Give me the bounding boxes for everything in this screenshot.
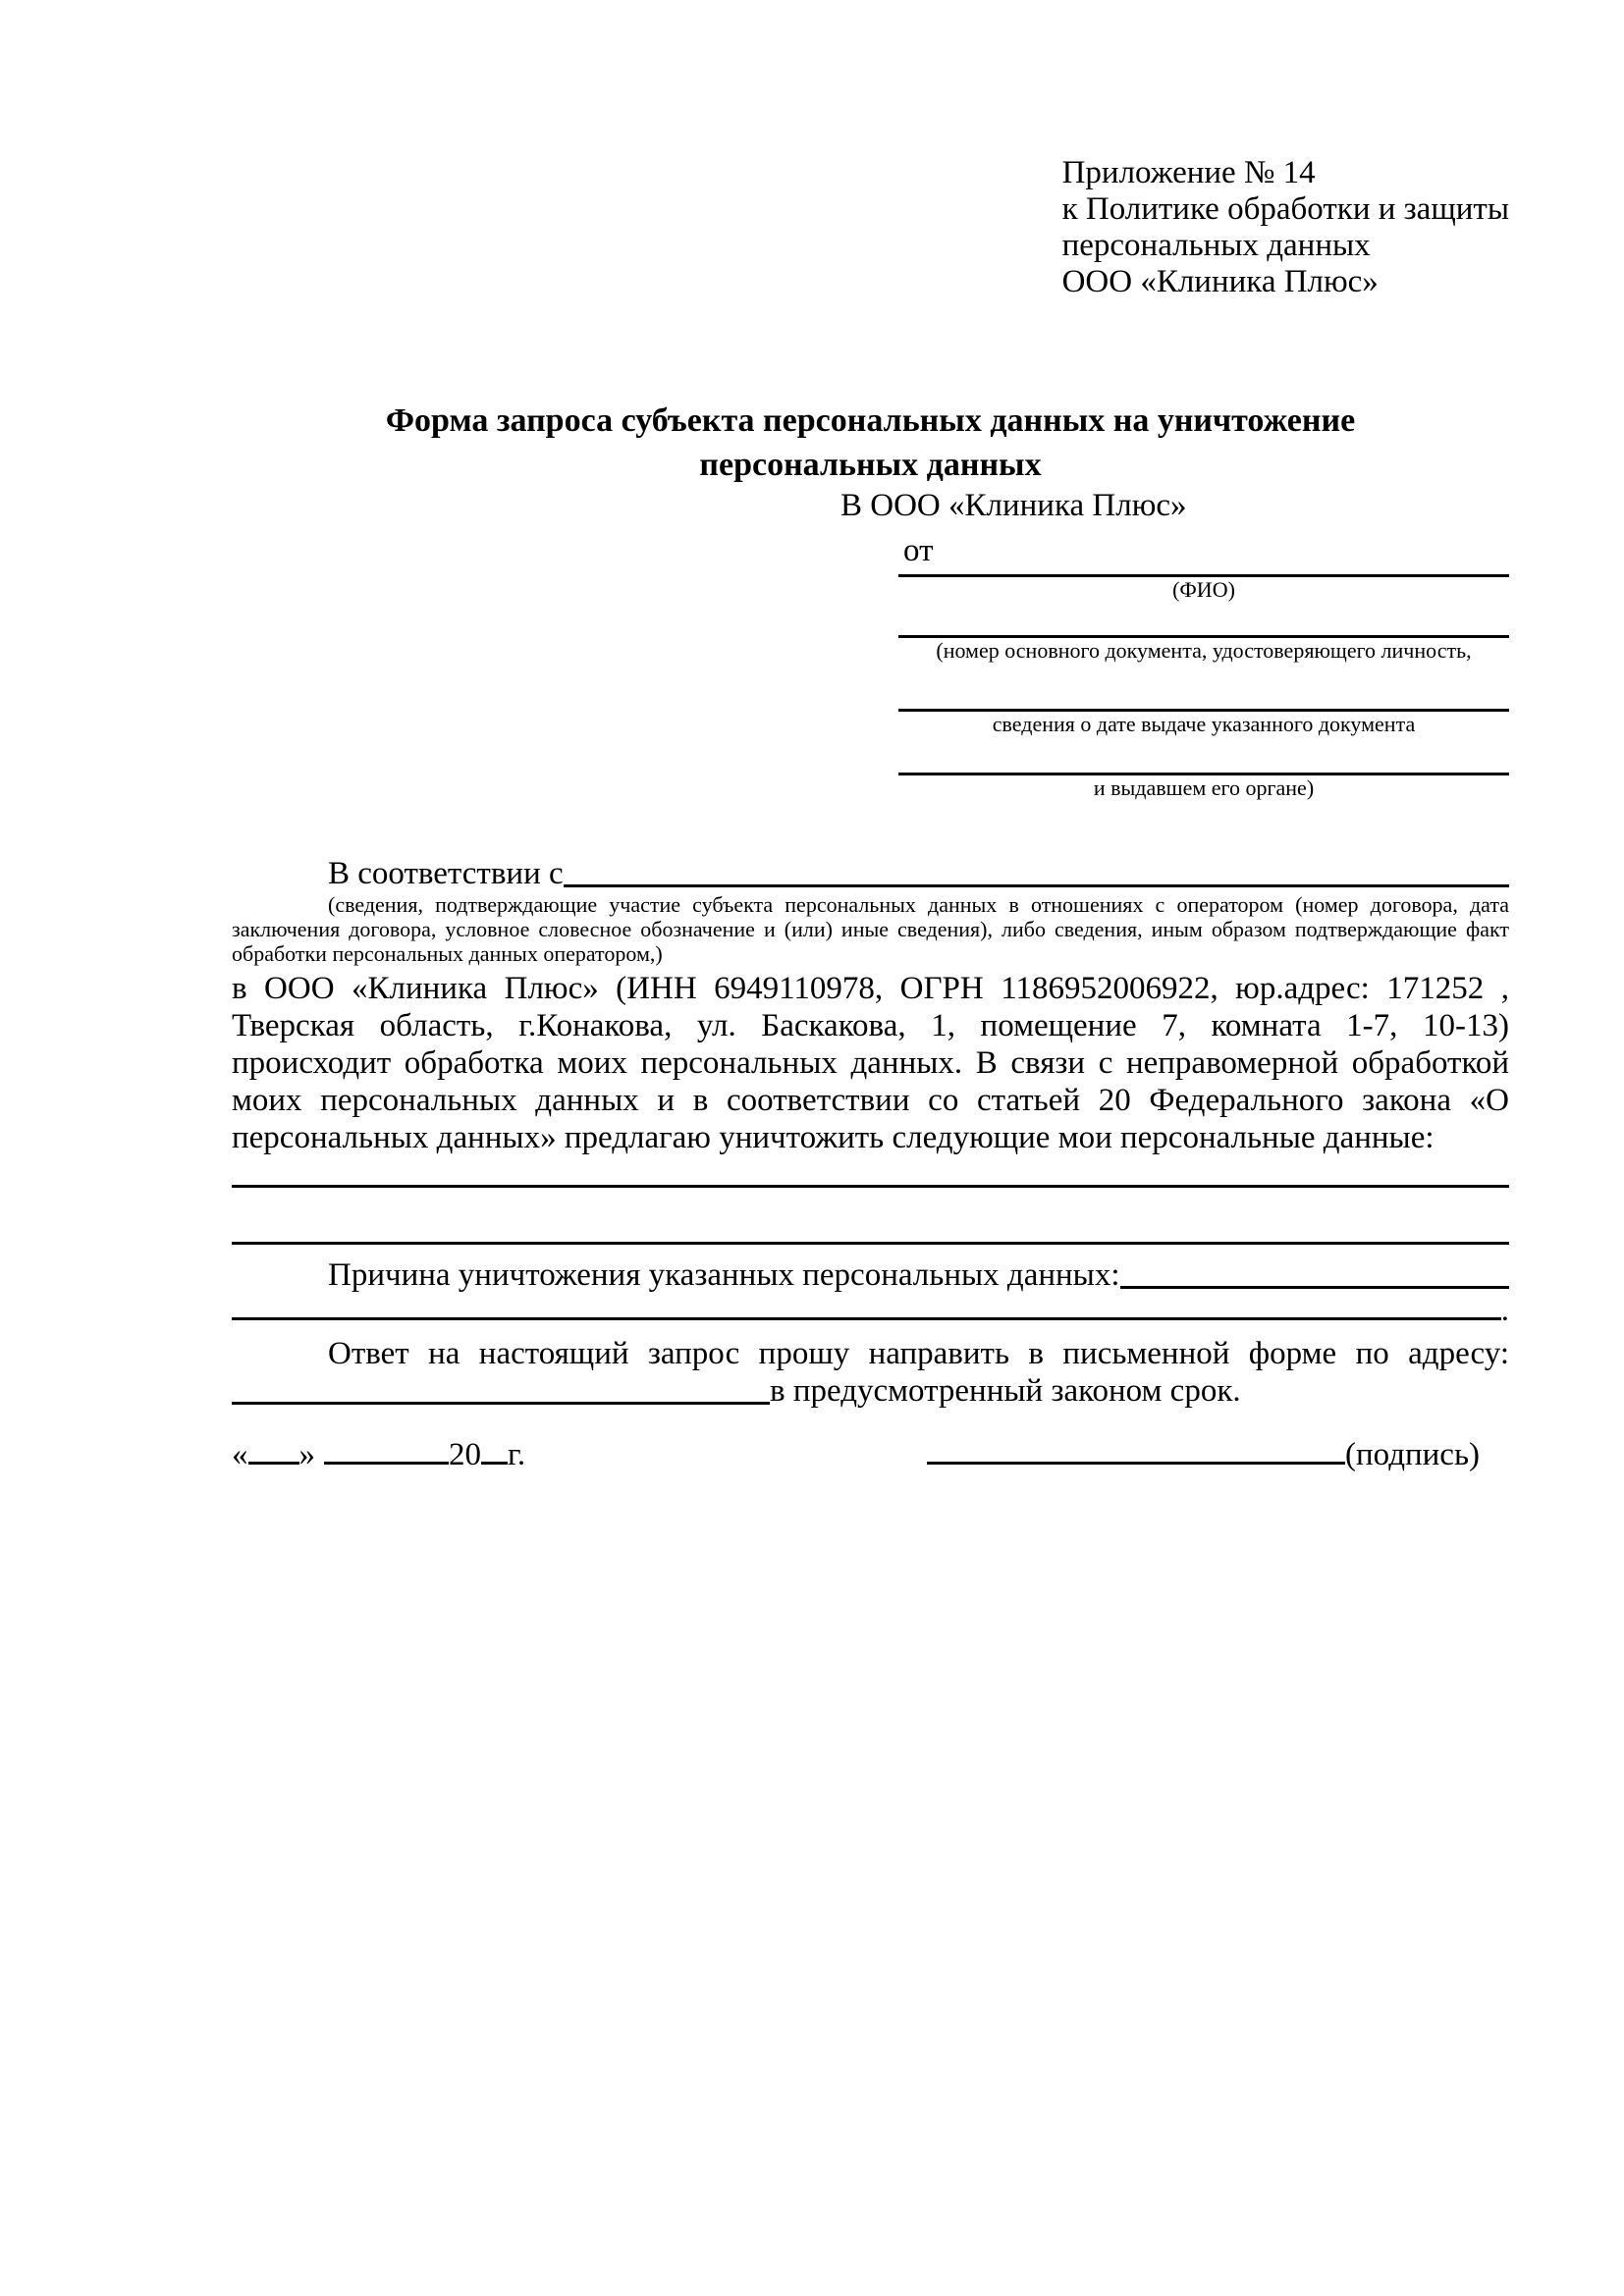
close-quote: » (298, 1437, 315, 1472)
period-mark: . (1500, 1293, 1509, 1328)
field-caption-issue-date: сведения о дате выдаче указанного документа (992, 712, 1416, 736)
from-label: от (903, 533, 934, 568)
reason-blank-line-2-rule (232, 1317, 1501, 1320)
appendix-block (1062, 155, 1509, 300)
address-blank-line (232, 1402, 770, 1405)
body-line: в ООО «Клиника Плюс» (ИНН 6949110978, ОГРН 1186952006922, юр.адрес: 171252 , (232, 971, 1509, 1006)
month-blank-line (324, 1438, 449, 1465)
signature-blank-line (927, 1438, 1345, 1465)
day-blank-line (248, 1438, 299, 1465)
appendix-line: ООО «Клиника Плюс» (1061, 264, 1379, 299)
form-title-line: Форма запроса субъекта персональных данных на уничтожение (385, 402, 1356, 439)
appendix-line: Приложение № 14 (1061, 155, 1316, 190)
open-quote: « (232, 1437, 248, 1472)
issue-date-blank-line (898, 664, 1509, 712)
addressee-line: В ООО «Клиника Плюс» (840, 488, 1187, 523)
note-line: заключения договора, условное словесное обозначение и (или) иные сведения), либо сведения, иным образом подтверждающие факт (232, 917, 1509, 941)
document-number-blank-line (898, 603, 1509, 638)
identity-fields-block (898, 569, 1509, 801)
year-century: 20 (449, 1437, 481, 1472)
signature-caption: (подпись) (1345, 1437, 1480, 1472)
body-line: персональных данных» предлагаю уничтожить следующие мои персональные данные: (232, 1120, 1435, 1155)
document-content (0, 155, 1624, 1473)
field-caption-fio: (ФИО) (1172, 577, 1235, 602)
reason-label: Причина уничтожения указанных персональных данных: (328, 1257, 1120, 1293)
note-line: (сведения, подтверждающие участие субъекта персональных данных в отношениях с оператором (номер договора, дата (328, 892, 1509, 917)
data-blank-line-2 (232, 1188, 1509, 1245)
appendix-line: к Политике обработки и защиты (1061, 191, 1509, 227)
fio-blank-line (898, 569, 1509, 577)
form-title (232, 399, 1509, 487)
answer-request-line: Ответ на настоящий запрос прошу направить в письменной форме по адресу: (328, 1336, 1509, 1371)
date-field (232, 1436, 525, 1473)
field-caption-document-number: (номер основного документа, удостоверяющего личность, (936, 638, 1472, 663)
answer-term-text: в предусмотренный законом срок. (770, 1373, 1241, 1409)
data-blank-line-1 (232, 1156, 1509, 1188)
note-line: обработки персональных данных оператором,) (232, 941, 663, 966)
year-blank-line (481, 1438, 508, 1465)
accordance-label: В соответствии с (328, 856, 564, 891)
body-paragraph (232, 970, 1509, 1156)
body-line: происходит обработка моих персональных данных. В связи с неправомерной обработкой (232, 1045, 1509, 1081)
note-text (232, 892, 1509, 966)
form-title-line: персональных данных (699, 447, 1042, 483)
issuing-authority-blank-line (898, 737, 1509, 775)
year-suffix: г. (508, 1437, 526, 1472)
answer-address-row (232, 1372, 1509, 1410)
body-line: моих персональных данных и в соответствии со статьей 20 Федерального закона «О (232, 1083, 1509, 1118)
accordance-row (232, 855, 1509, 892)
appendix-line: персональных данных (1061, 228, 1371, 263)
accordance-blank-line (564, 884, 1509, 887)
signature-field (927, 1436, 1480, 1473)
reason-blank-line-2 (232, 1294, 1509, 1329)
reason-blank-line (1120, 1286, 1509, 1289)
body-line: Тверская область, г.Конакова, ул. Баскакова, 1, помещение 7, комната 1-7, 10-13) (232, 1008, 1509, 1043)
field-caption-issuing-authority: и выдавшем его органе) (1093, 775, 1315, 800)
reason-row (232, 1256, 1509, 1294)
date-signature-row (232, 1436, 1509, 1473)
